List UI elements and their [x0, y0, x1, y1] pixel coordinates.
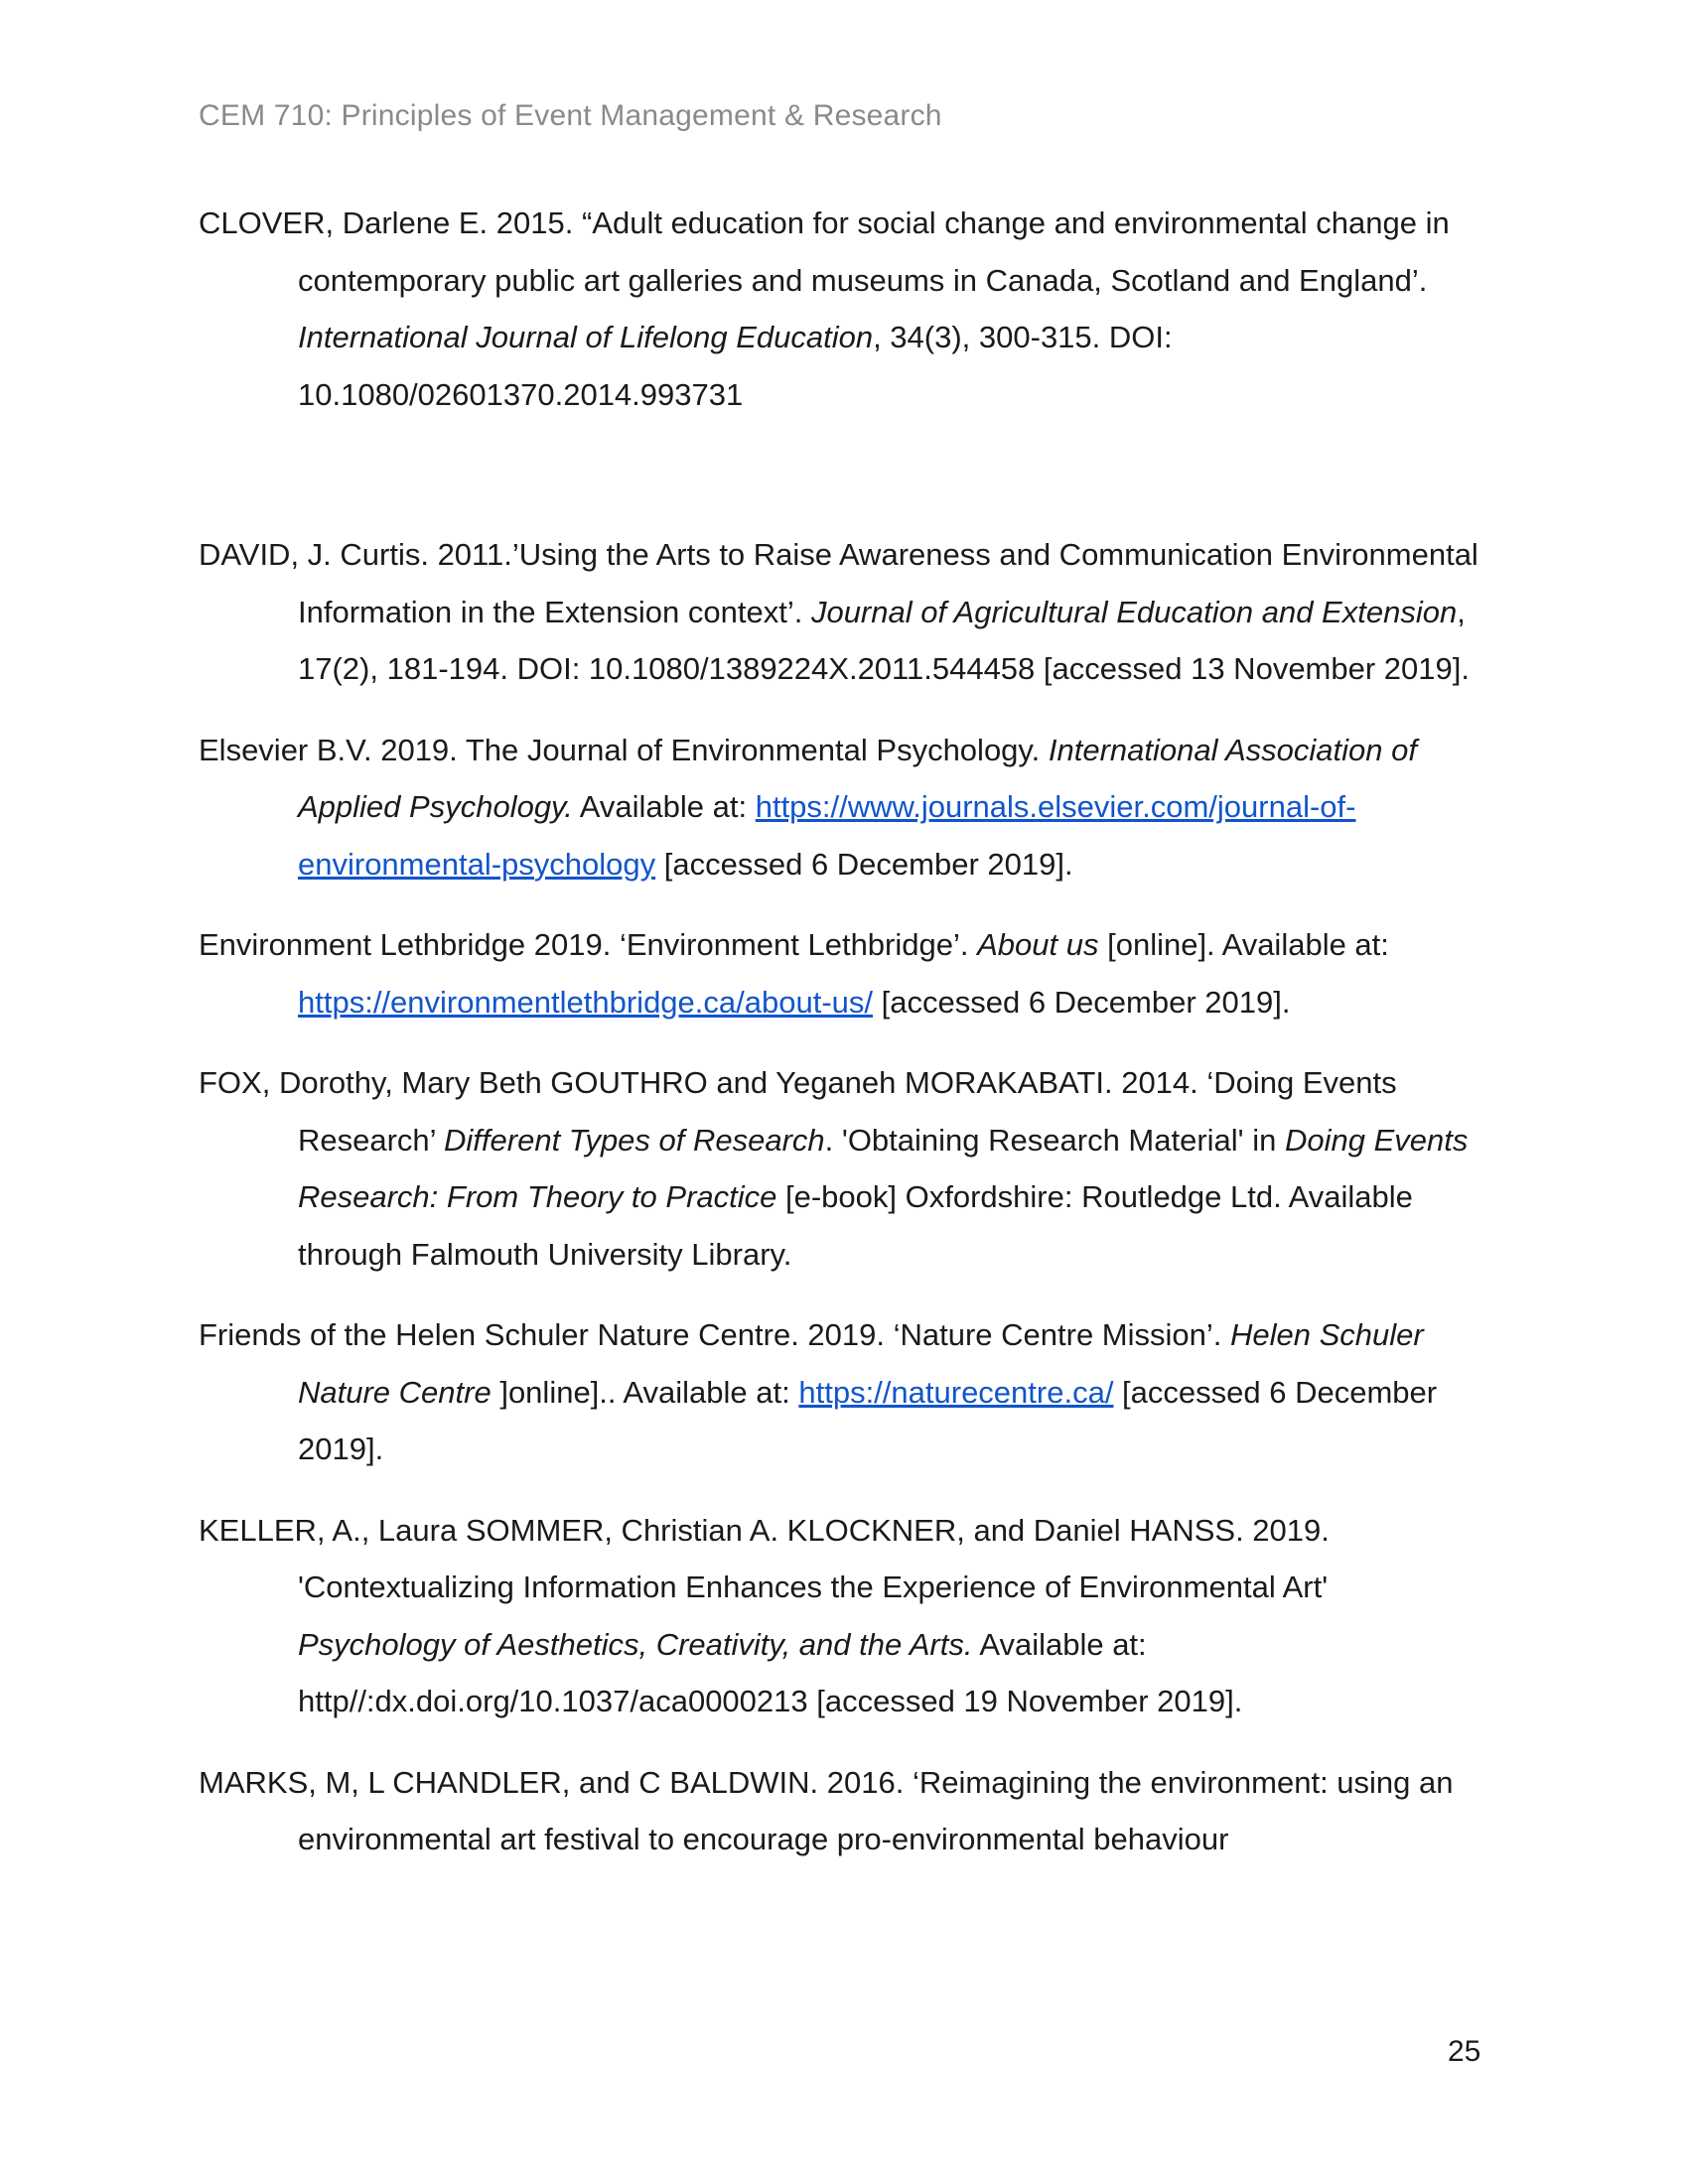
journal-title: Psychology of Aesthetics, Creativity, and the Arts. [298, 1626, 973, 1662]
reference-text: . 'Obtaining Research Material' in [824, 1122, 1285, 1158]
reference-text: [accessed 6 December 2019]. [873, 984, 1291, 1020]
reference-link[interactable]: https://environmentlethbridge.ca/about-us/ [298, 984, 874, 1020]
reference-entry [199, 195, 1489, 423]
source-title: Helen Schuler Nature Centre [298, 1317, 1424, 1410]
page-header: CEM 710: Principles of Event Management & Research [199, 99, 942, 132]
reference-text: [accessed 6 December 2019]. [298, 1374, 1438, 1466]
reference-text: CLOVER, Darlene E. 2015. “Adult education for social change and environmental change in contemporary public art galleries and museums in Canada, Scotland and England’. [199, 205, 1450, 298]
reference-link[interactable]: https://www.journals.elsevier.com/journal-of-environmental-psychology [298, 789, 1356, 882]
reference-entry [199, 1502, 1489, 1730]
reference-text: [online]. Available at: [1098, 927, 1389, 962]
reference-entry [199, 1306, 1489, 1478]
journal-title: International Journal of Lifelong Education [298, 320, 874, 354]
section-title: Different Types of Research [444, 1122, 825, 1158]
reference-entry [199, 1054, 1489, 1283]
reference-text: DAVID, J. Curtis. 2011.’Using the Arts to Raise Awareness and Communication Environmental Information in the Extension context’. [199, 537, 1478, 629]
reference-text: Available at: [572, 789, 756, 824]
reference-text: ]online].. Available at: [491, 1374, 799, 1410]
reference-entry [199, 722, 1489, 893]
reference-text: Elsevier B.V. 2019. The Journal of Environmental Psychology. [199, 732, 1049, 767]
reference-text: [accessed 6 December 2019]. [655, 846, 1073, 882]
reference-text: KELLER, A., Laura SOMMER, Christian A. KLOCKNER, and Daniel HANSS. 2019. 'Contextualizing Information Enhances the Experience of Environmental Art' [199, 1512, 1330, 1604]
reference-text: Available at: http//:dx.doi.org/10.1037/aca0000213 [accessed 19 November 2019]. [298, 1626, 1243, 1718]
journal-title: Journal of Agricultural Education and Extension [810, 594, 1458, 629]
reference-text: MARKS, M, L CHANDLER, and C BALDWIN. 2016. ‘Reimagining the environment: using an environmental art festival to encourage pro-environmental behaviour [199, 1764, 1454, 1856]
reference-text: FOX, Dorothy, Mary Beth GOUTHRO and Yeganeh MORAKABATI. 2014. ‘Doing Events Research’ [199, 1065, 1397, 1158]
journal-title: International Association of Applied Psychology. [298, 732, 1417, 824]
reference-text: Environment Lethbridge 2019. ‘Environment Lethbridge’. [199, 927, 978, 962]
reference-text: , 34(3), 300-315. DOI: 10.1080/02601370.2014.993731 [298, 320, 1173, 412]
reference-list [199, 195, 1489, 1892]
reference-text: , 17(2), 181-194. DOI: 10.1080/1389224X.2011.544458 [accessed 13 November 2019]. [298, 594, 1470, 686]
reference-link[interactable]: https://naturecentre.ca/ [798, 1374, 1114, 1410]
reference-entry [199, 916, 1489, 1030]
page-number: 25 [1448, 2035, 1481, 2068]
book-title: Doing Events Research: From Theory to Practice [298, 1122, 1469, 1214]
reference-text: [e-book] Oxfordshire: Routledge Ltd. Available through Falmouth University Library. [298, 1179, 1413, 1272]
reference-entry [199, 1754, 1489, 1868]
reference-entry [199, 526, 1489, 698]
reference-text: Friends of the Helen Schuler Nature Centre. 2019. ‘Nature Centre Mission’. [199, 1317, 1230, 1352]
source-title: About us [977, 927, 1099, 962]
